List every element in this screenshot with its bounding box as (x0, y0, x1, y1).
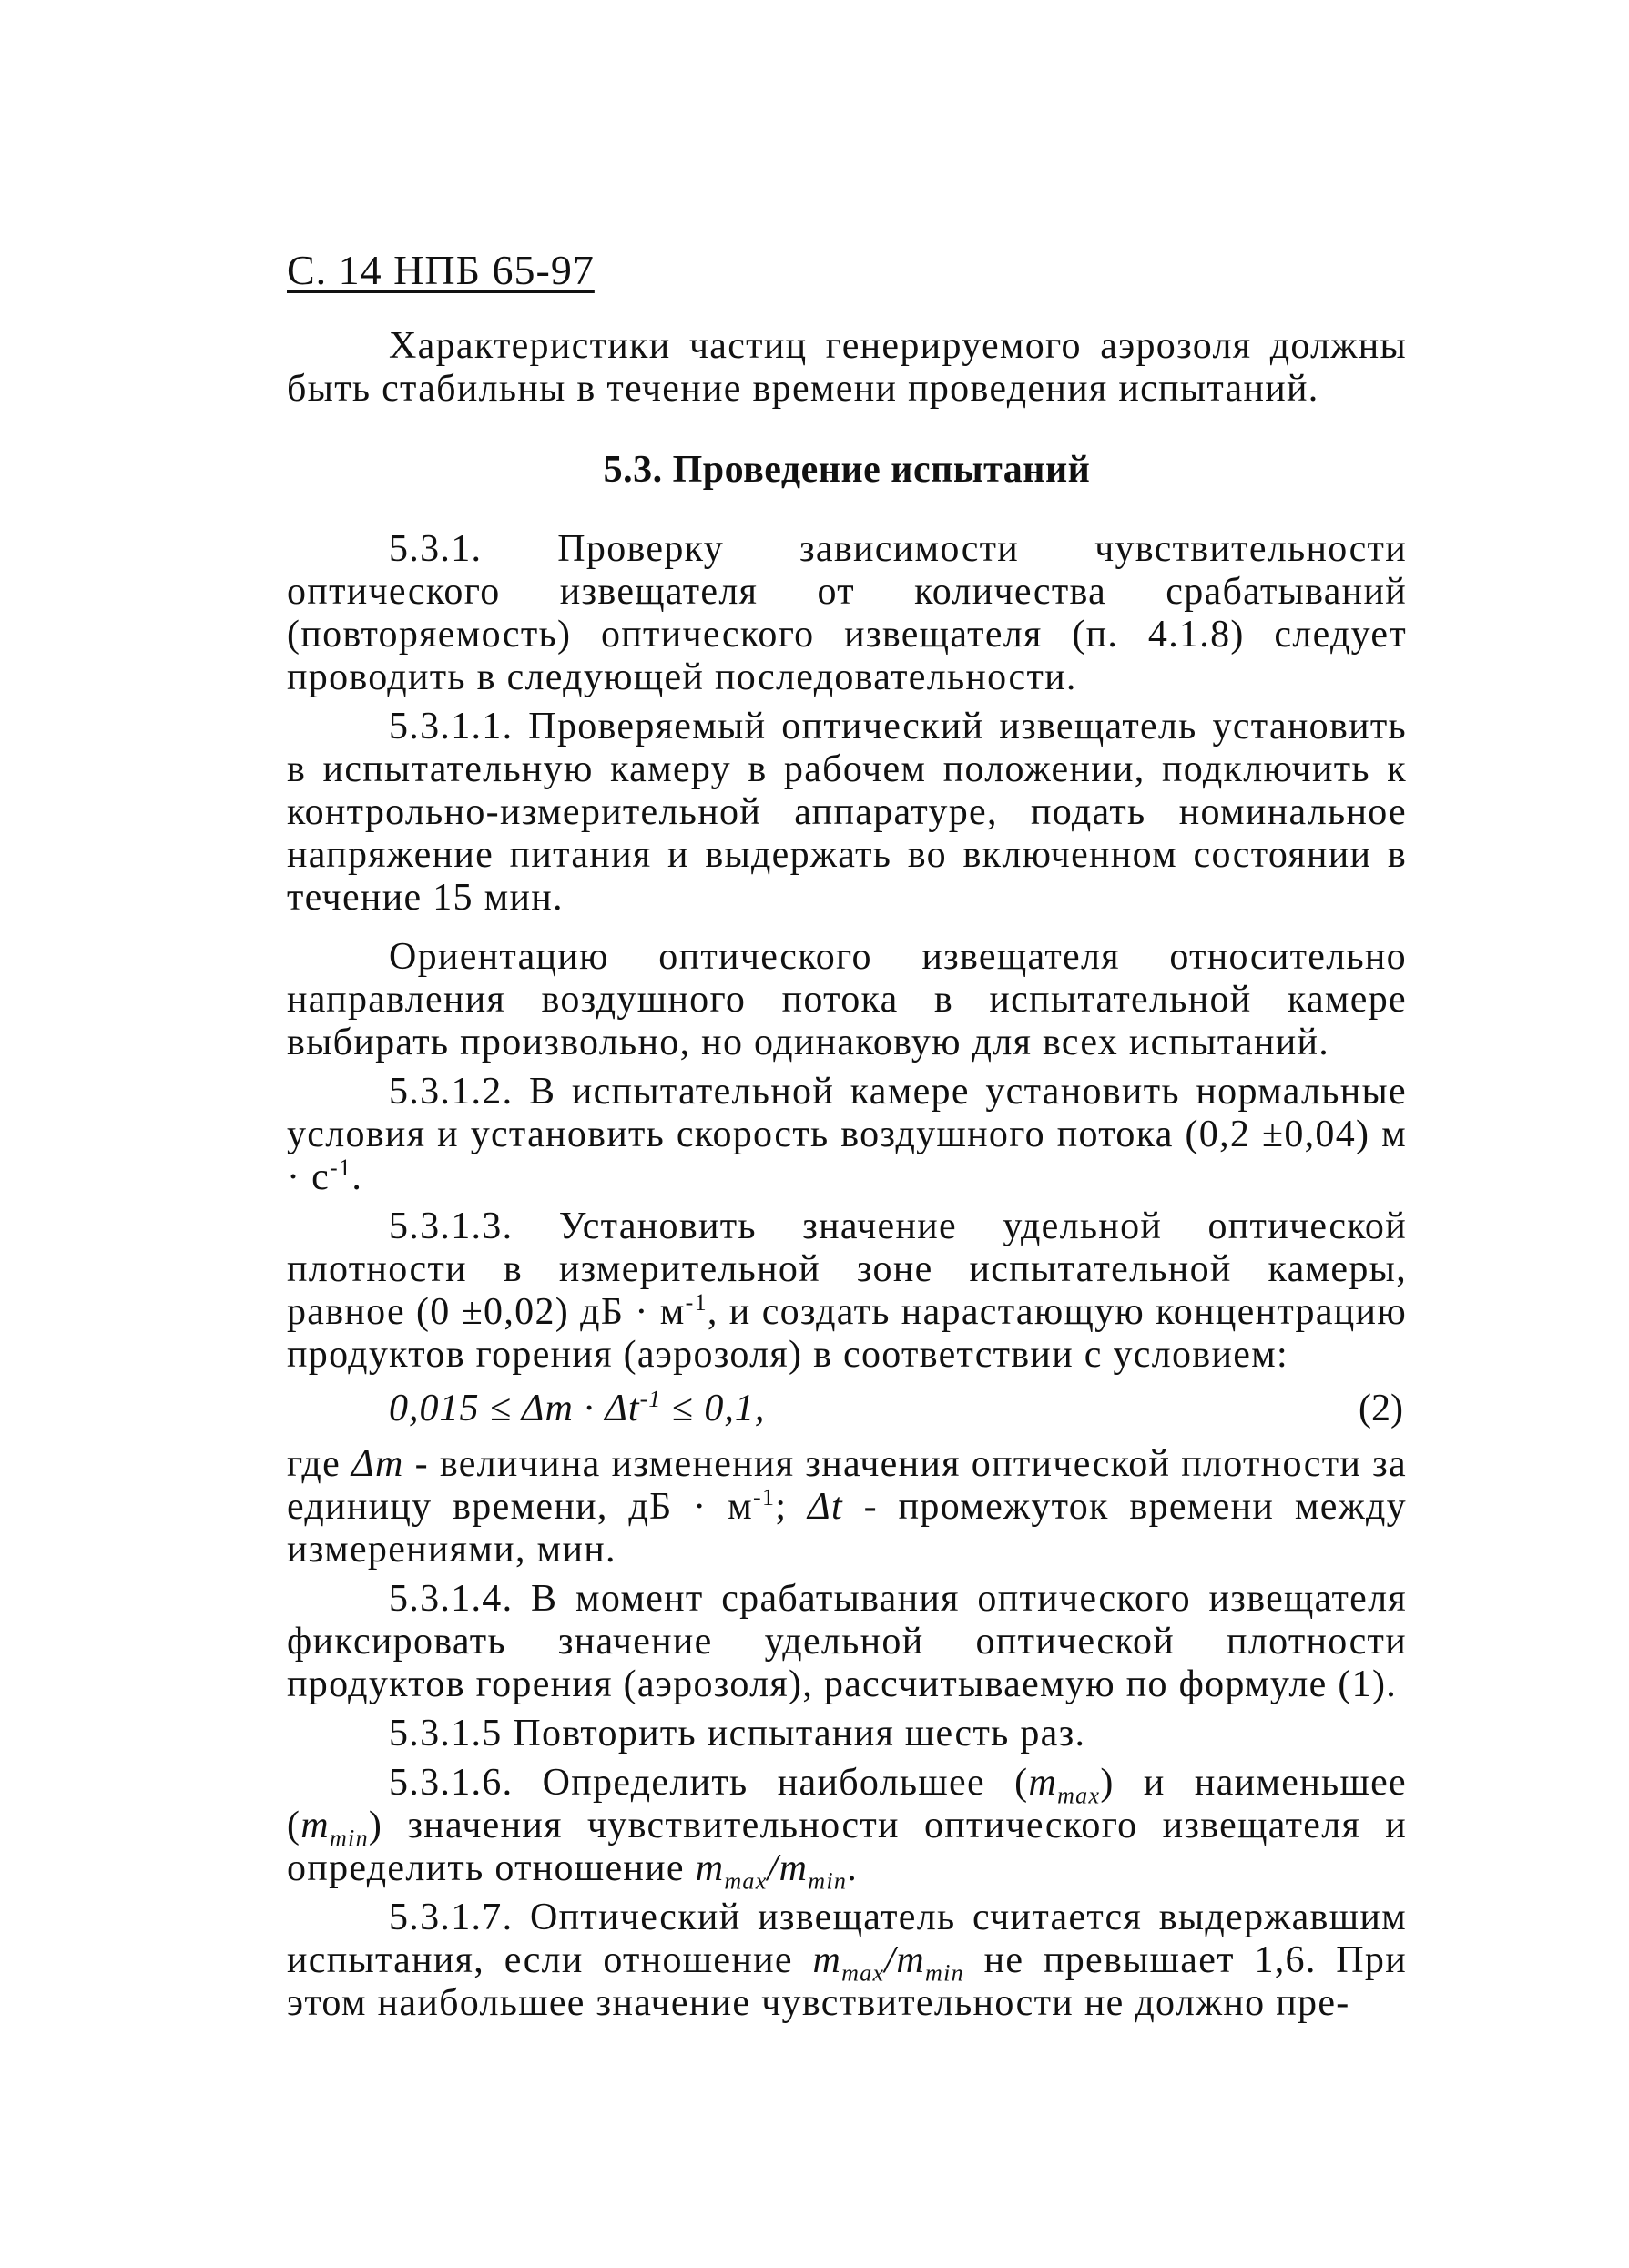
page-header: С. 14 НПБ 65-97 (287, 247, 595, 293)
m-letter: m (300, 1805, 330, 1846)
clause-5-3-1-2-exponent: -1 (330, 1154, 352, 1181)
max-subscript: max (724, 1867, 768, 1895)
ratio-symbol (695, 1847, 848, 1895)
clause-5-3-1-7-a: 5.3.1.7. Оптический извещатель считается выдержавшим испытания, если отношение (287, 1897, 1407, 1981)
m-letter: m (695, 1847, 725, 1889)
where-delta-m: Δm (351, 1443, 404, 1485)
clause-5-3-1-1: 5.3.1.1. Проверяемый оптический извещатель установить в испытательную камеру в рабочем положении, подключить к контрольно-измерительной аппаратуре, подать номинальное напряжение питания и выдержать во включенном состоянии в течение 15 мин. (287, 706, 1407, 919)
max-subscript: max (841, 1959, 885, 1987)
where-delta-t: Δt (808, 1486, 843, 1528)
clause-5-3-1-2-end: . (351, 1156, 363, 1198)
clause-5-3-1-6-a: 5.3.1.6. Определить наибольшее ( (389, 1762, 1029, 1804)
clause-5-3-1-2 (287, 1071, 1407, 1199)
clause-5-3-1-1-orientation: Ориентацию оптического извещателя относительно направления воздушного потока в испытательной камере выбирать произвольно, но одинаковую для всех испытаний. (287, 936, 1407, 1063)
m-letter: m (896, 1939, 926, 1981)
min-subscript: min (808, 1867, 848, 1895)
m-max-symbol (1028, 1762, 1101, 1809)
equation-number: (2) (1359, 1388, 1403, 1429)
ratio-symbol (812, 1939, 965, 1987)
section-title: 5.3. Проведение испытаний (603, 449, 1091, 491)
where-c: ; (775, 1486, 809, 1528)
formula-part-a: 0,015 ≤ Δm · Δt (389, 1388, 640, 1429)
m-letter: m (1028, 1762, 1058, 1804)
slash: / (884, 1939, 897, 1981)
formula (389, 1388, 765, 1430)
clause-5-3-1-7 (287, 1897, 1407, 2025)
clause-5-3-1-7-b: не превышает 1,6. При этом наибольшее значение чувствительности не должно пре- (287, 1939, 1407, 2024)
where-a: где (287, 1443, 352, 1485)
formula-row (287, 1388, 1407, 1430)
intro-paragraph: Характеристики частиц генерируемого аэрозоля должны быть стабильны в течение времени проведения испытаний. (287, 325, 1407, 410)
where-exponent: -1 (753, 1484, 776, 1510)
clause-5-3-1-2-text: 5.3.1.2. В испытательной камере установить нормальные условия и установить скорость воздушного потока (0,2 ±0,04) м · с (287, 1071, 1407, 1198)
clause-5-3-1: 5.3.1. Проверку зависимости чувствительности оптического извещателя от количества срабатываний (повторяемость) оптического извещателя (п. 4.1.8) следует проводить в следующей последовательности. (287, 528, 1407, 698)
document-page (287, 246, 1407, 2031)
clause-5-3-1-3-exponent: -1 (685, 1289, 708, 1316)
m-letter: m (779, 1847, 809, 1889)
clause-5-3-1-3-text-a: 5.3.1.3. Установить значение удельной оптической плотности в измерительной зоне испытательной камеры, равное (0 ±0,02) дБ · м (287, 1205, 1407, 1333)
min-subscript: min (925, 1959, 964, 1987)
where-d: - промежуток времени между измерениями, мин. (287, 1486, 1407, 1571)
formula-exponent: -1 (639, 1386, 662, 1412)
m-letter: m (812, 1939, 842, 1981)
clause-5-3-1-6-b: ) и наименьшее ( (287, 1762, 1407, 1846)
formula-part-b: ≤ 0,1, (661, 1388, 766, 1429)
slash: / (767, 1847, 779, 1889)
min-subscript: min (329, 1825, 369, 1852)
clause-5-3-1-3-text-b: , и создать нарастающую концентрацию продуктов горения (аэрозоля) в соответствии с условием: (287, 1291, 1407, 1376)
clause-5-3-1-5: 5.3.1.5 Повторить испытания шесть раз. (389, 1713, 1086, 1754)
clause-5-3-1-6-d: . (847, 1847, 858, 1889)
clause-5-3-1-6 (287, 1762, 1407, 1895)
clause-5-3-1-3 (287, 1205, 1407, 1377)
m-min-symbol (300, 1805, 369, 1852)
max-subscript: max (1057, 1782, 1101, 1809)
clause-5-3-1-4: 5.3.1.4. В момент срабатывания оптического извещателя фиксировать значение удельной оптической плотности продуктов горения (аэрозоля), рассчитываемую по формуле (1). (287, 1578, 1407, 1705)
formula-explanation (287, 1443, 1407, 1571)
clause-5-3-1-6-c: ) значения чувствительности оптического извещателя и определить отношение (287, 1805, 1407, 1889)
where-b: - величина изменения значения оптической плотности за единицу времени, дБ · м (287, 1443, 1407, 1528)
